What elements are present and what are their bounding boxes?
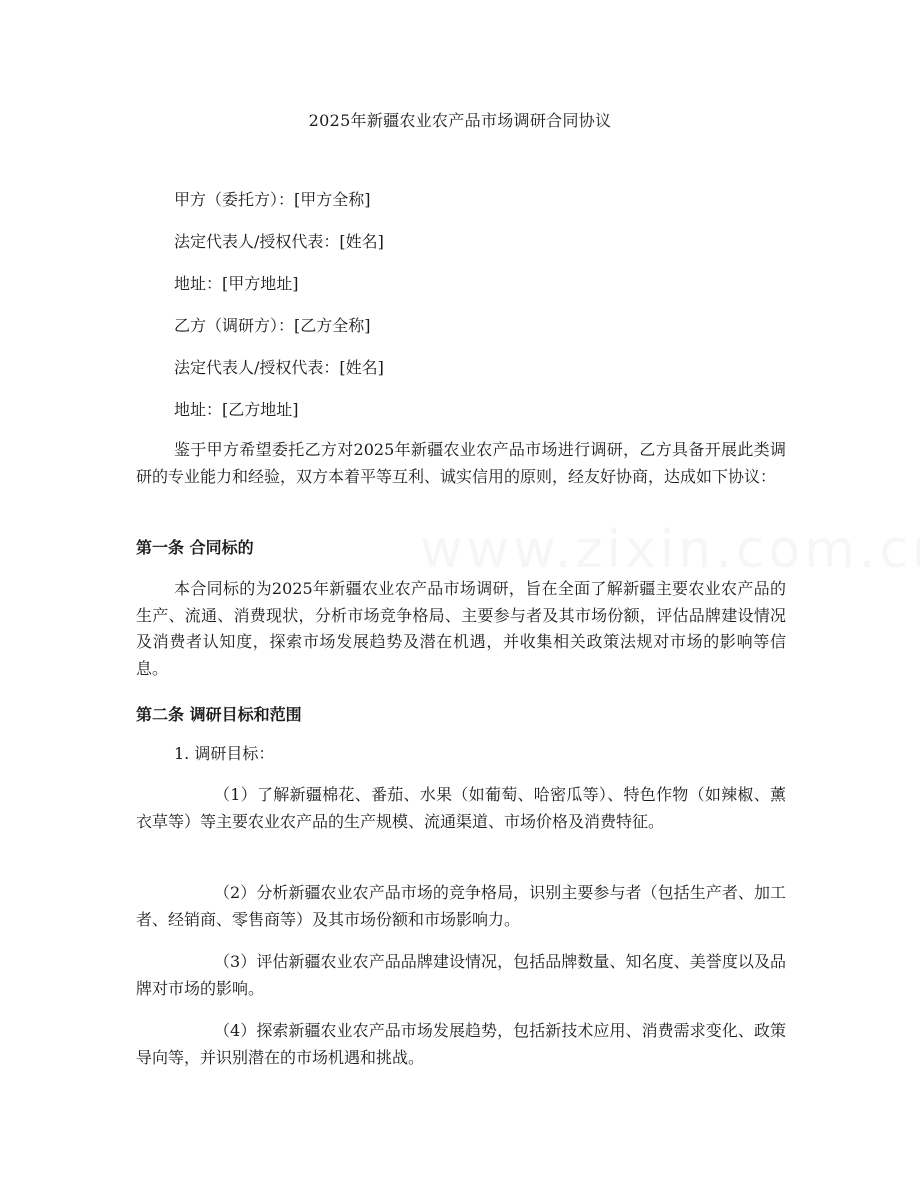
goal-item-2: （2）分析新疆农业农产品市场的竞争格局，识别主要参与者（包括生产者、加工者、经销商、零售商等）及其市场份额和市场影响力。 (136, 883, 786, 929)
party-a-name: 甲方（委托方）：[甲方全称] (174, 190, 371, 209)
article-2-item-1: 1. 调研目标： (174, 744, 275, 763)
goal-item-4: （4）探索新疆农业农产品市场发展趋势，包括新技术应用、消费需求变化、政策导向等，并识别潜在的市场机遇和挑战。 (136, 1021, 786, 1067)
article-1-body: 本合同标的为2025年新疆农业农产品市场调研，旨在全面了解新疆主要农业农产品的生产、流通、消费现状，分析市场竞争格局、主要参与者及其市场份额，评估品牌建设情况及消费者认知度，探索市场发展趋势及潜在机遇，并收集相关政策法规对市场的影响等信息。 (136, 579, 786, 678)
goal-item-3: （3）评估新疆农业农产品品牌建设情况，包括品牌数量、知名度、美誉度以及品牌对市场的影响。 (136, 952, 786, 998)
article-2-heading: 第二条 调研目标和范围 (136, 705, 302, 724)
watermark-text (420, 520, 920, 580)
preamble-paragraph: 鉴于甲方希望委托乙方对2025年新疆农业农产品市场进行调研，乙方具备开展此类调研的专业能力和经验，双方本着平等互利、诚实信用的原则，经友好协商，达成如下协议： (136, 440, 786, 486)
article-1-heading: 第一条 合同标的 (136, 538, 254, 557)
party-b-name: 乙方（调研方）：[乙方全称] (174, 316, 371, 335)
document-title: 2025年新疆农业农产品市场调研合同协议 (308, 111, 612, 130)
party-b-representative: 法定代表人/授权代表：[姓名] (174, 358, 384, 377)
party-b-address: 地址：[乙方地址] (174, 400, 299, 419)
goal-item-1: （1）了解新疆棉花、番茄、水果（如葡萄、哈密瓜等）、特色作物（如辣椒、薰衣草等）等主要农业农产品的生产规模、流通渠道、市场价格及消费特征。 (136, 785, 786, 831)
party-a-address: 地址：[甲方地址] (174, 274, 299, 293)
party-a-representative: 法定代表人/授权代表：[姓名] (174, 232, 384, 251)
